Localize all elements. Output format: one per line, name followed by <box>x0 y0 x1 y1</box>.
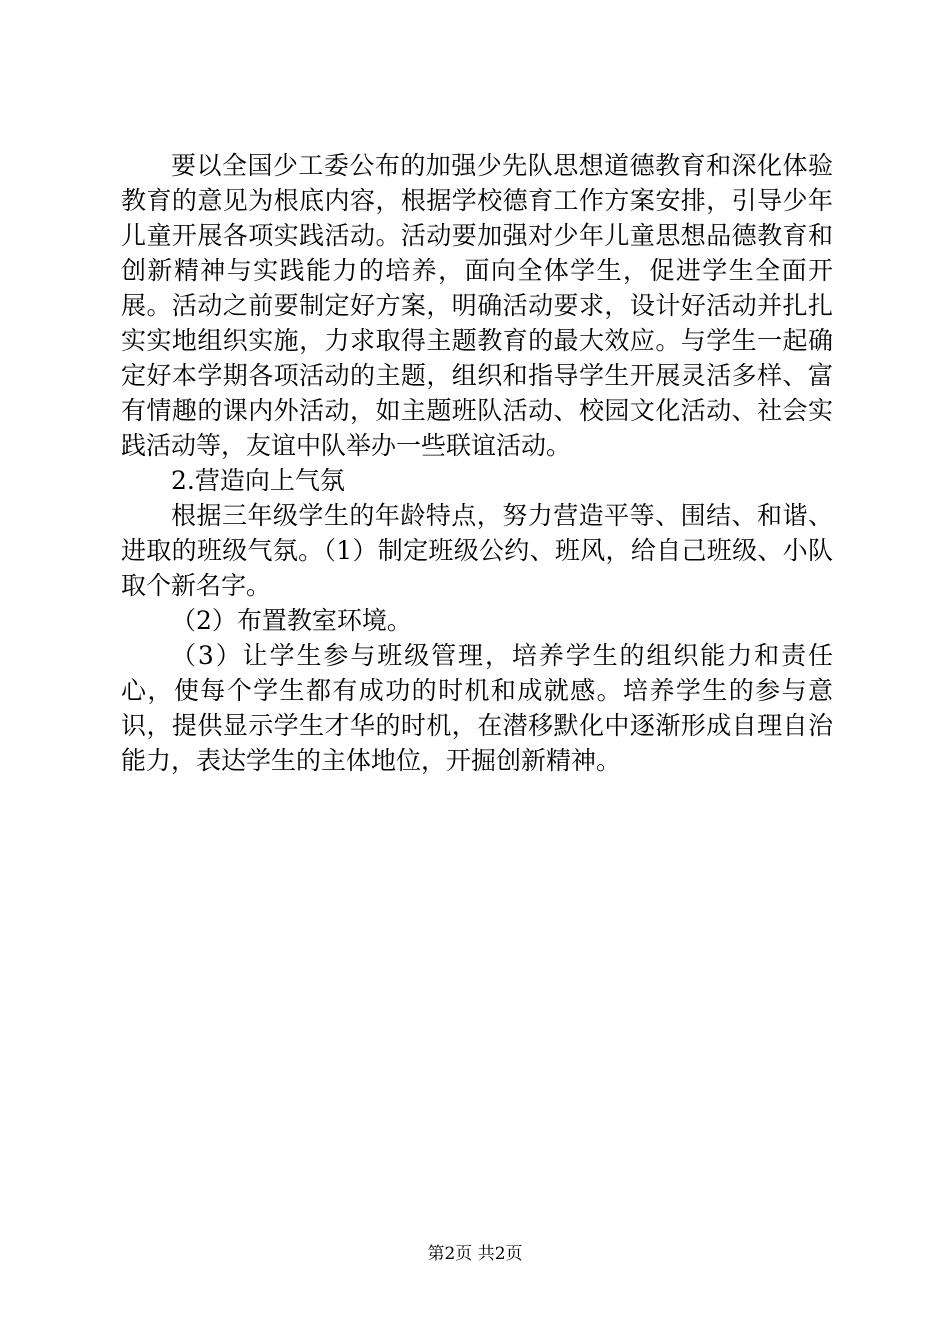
paragraph-activities: 要以全国少工委公布的加强少先队思想道德教育和深化体验教育的意见为根底内容，根据学校德育工作方案安排，引导少年儿童开展各项实践活动。活动要加强对少年儿童思想品德教育和创新精神与实践能力的培养，面向全体学生，促进学生全面开展。活动之前要制定好方案，明确活动要求，设计好活动并扎扎实实地组织实施，力求取得主题教育的最大效应。与学生一起确定好本学期各项活动的主题，组织和指导学生开展灵活多样、富有情趣的课内外活动，如主题班队活动、校园文化活动、社会实践活动等，友谊中队举办一些联谊活动。 <box>121 151 833 460</box>
paragraph-class-atmosphere: 根据三年级学生的年龄特点，努力营造平等、围结、和谐、进取的班级气氛。（1）制定班级公约、班风，给自己班级、小队取个新名字。 <box>121 501 833 600</box>
document-body <box>121 148 833 778</box>
section-heading: 2.营造向上气氛 <box>171 466 345 495</box>
paragraph-class-management: （3）让学生参与班级管理，培养学生的组织能力和责任心，使每个学生都有成功的时机和成就感。培养学生的参与意识，提供显示学生才华的时机，在潜移默化中逐渐形成自理自治能力，表达学生的主体地位，开掘创新精神。 <box>121 641 833 775</box>
page-number-footer: 第2页 共2页 <box>427 1244 523 1264</box>
paragraph-classroom-environment: （2）布置教室环境。 <box>171 606 412 635</box>
